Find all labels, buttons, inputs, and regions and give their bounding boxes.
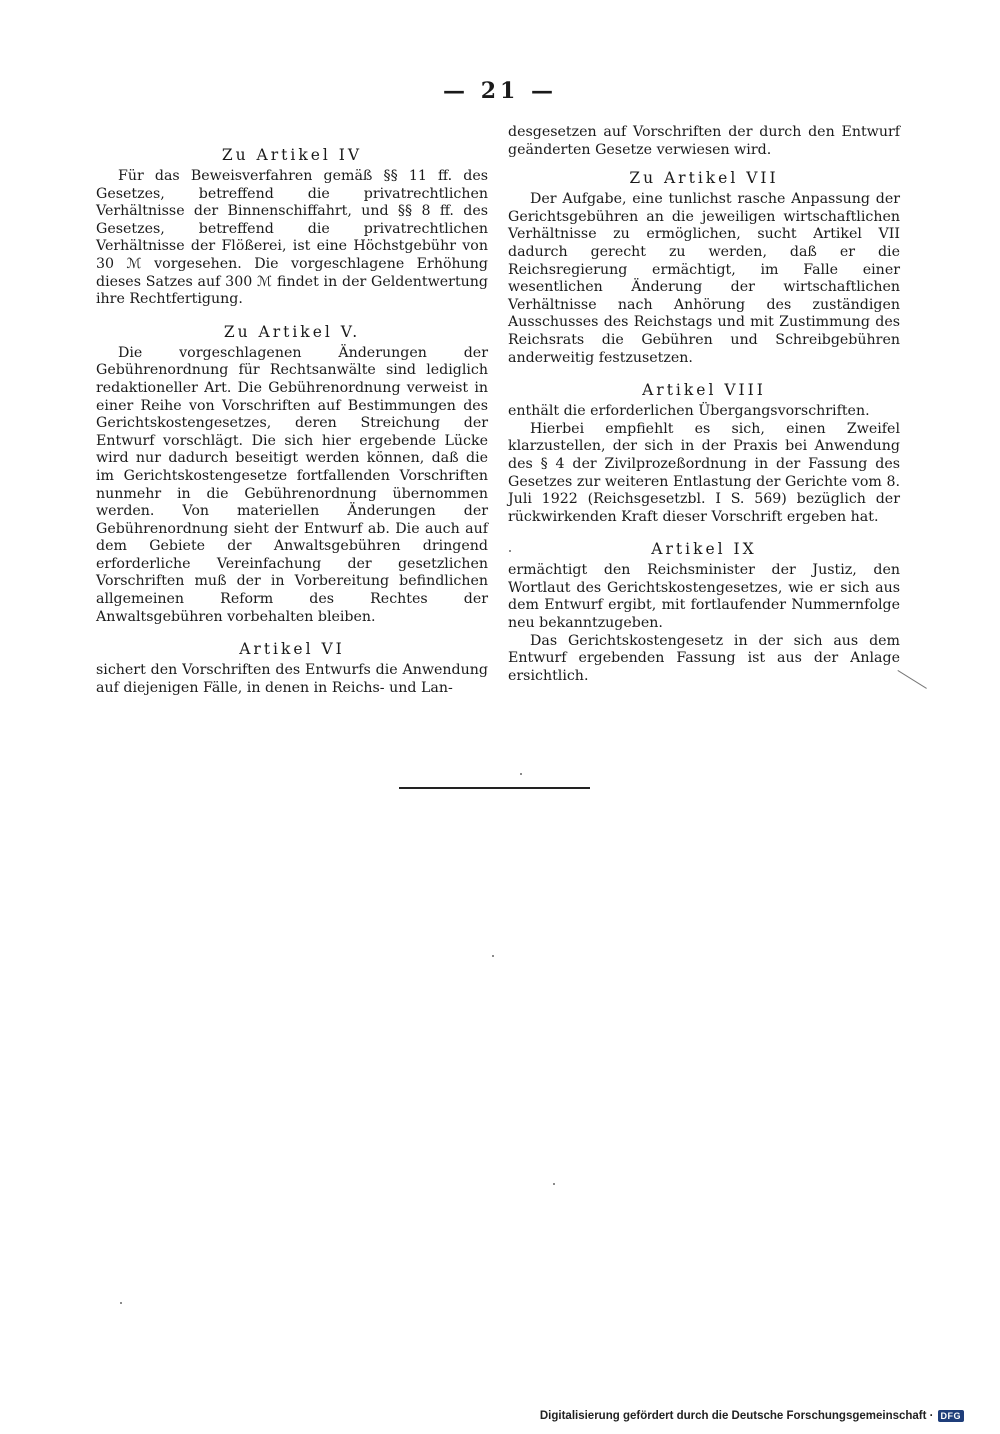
paragraph-artikel-vii: Der Aufgabe, eine tunlichst rasche Anpassung der Gerichtsgebühren an die jeweiligen wirtschaftlichen Verhältnisse zu ermöglichen, sucht Artikel VII dadurch gerecht zu werden, daß er die Reichsregierung ermächtigt, im Falle einer wesentlichen Änderung der wirtschaftlichen Verhältnisse nach Anhörung des zuständigen Ausschusses des Reichstags und mit Zustimmung des Reichsrats die Gebühren und Schreibgebühren anderweitig festzusetzen. xyxy=(508,191,900,366)
section-divider xyxy=(399,787,590,789)
speck xyxy=(120,1302,122,1304)
dfg-logo-icon: DFG xyxy=(938,1410,965,1422)
right-column xyxy=(508,124,900,685)
paragraph-artikel-viii-2: Hierbei empfiehlt es sich, einen Zweifel klarzustellen, der sich in der Praxis bei Anwendung des § 4 der Zivilprozeßordnung in der Fassung des Gesetzes zur weiteren Entlastung der Gerichte vom 8. Juli 1922 (Reichsgesetzbl. I S. 569) bezüglich der rückwirkenden Kraft dieser Vorschrift ergeben hat. xyxy=(508,420,900,525)
heading-artikel-iv: Zu Artikel IV xyxy=(221,146,363,164)
speck xyxy=(509,550,511,552)
heading-artikel-vii: Zu Artikel VII xyxy=(629,169,779,188)
speck xyxy=(492,955,494,957)
left-column xyxy=(96,146,488,697)
heading-artikel-v: Zu Artikel V. xyxy=(223,322,361,341)
speck xyxy=(553,1183,555,1185)
paragraph-artikel-ix-2: Das Gerichtskostengesetz in der sich aus dem Entwurf ergebenden Fassung ist aus der Anlage ersichtlich. xyxy=(508,632,900,684)
footer-credit xyxy=(540,1410,964,1422)
speck xyxy=(520,773,522,775)
paragraph-artikel-iv: Für das Beweisverfahren gemäß §§ 11 ff. des Gesetzes, betreffend die privatrechtlichen Verhältnisse der Binnenschiffahrt, und §§ 8 ff. des Gesetzes, betreffend die privatrechtlichen Verhältnisse der Flößerei, ist eine Höchstgebühr von 30 ℳ vorgesehen. Die vorgeschlagene Erhöhung dieses Satzes auf 300 ℳ findet in der Geldentwertung ihre Rechtfertigung. xyxy=(96,168,488,308)
paragraph-artikel-ix-1: ermächtigt den Reichsminister der Justiz, den Wortlaut des Gerichtskostengesetzes, wie er sich aus dem Entwurf ergibt, mit fortlaufender Nummernfolge neu bekanntzugeben. xyxy=(508,562,900,632)
paragraph-continuation: desgesetzen auf Vorschriften der durch den Entwurf geänderten Gesetze verwiesen wird. xyxy=(508,124,900,158)
paragraph-artikel-vi: sichert den Vorschriften des Entwurfs die Anwendung auf diejenigen Fälle, in denen in Reichs- und Lan- xyxy=(96,662,488,696)
footer-text: Digitalisierung gefördert durch die Deutsche Forschungsgemeinschaft · xyxy=(539,1410,934,1422)
pencil-mark xyxy=(897,670,926,689)
paragraph-artikel-v: Die vorgeschlagenen Änderungen der Gebührenordnung für Rechtsanwälte sind lediglich redaktioneller Art. Die Gebührenordnung verweist in einer Reihe von Vorschriften auf Bestimmungen des Gerichtskostengesetzes, deren Streichung der Entwurf vorschlägt. Die sich hier ergebende Lücke wird nur dadurch beseitigt werden können, daß die im Gerichtskostengesetze fortfallenden Vorschriften nunmehr in die Gebührenordnung übernommen werden. Von materiellen Änderungen der Gebührenordnung sieht der Entwurf ab. Die auch auf dem Gebiete der Anwaltsgebühren dringend erforderliche Vereinfachung der gesetzlichen Vorschriften muß der in Vorbereitung befindlichen allgemeinen Reform des Rechtes der Anwaltsgebühren vorbehalten bleiben. xyxy=(96,344,488,625)
heading-artikel-viii: Artikel VIII xyxy=(642,381,766,400)
heading-artikel-ix: Artikel IX xyxy=(651,540,757,559)
page-number: — 21 — xyxy=(443,78,557,104)
paragraph-artikel-viii-1: enthält die erforderlichen Übergangsvorschriften. xyxy=(508,403,870,420)
heading-artikel-vi: Artikel VI xyxy=(239,640,345,659)
